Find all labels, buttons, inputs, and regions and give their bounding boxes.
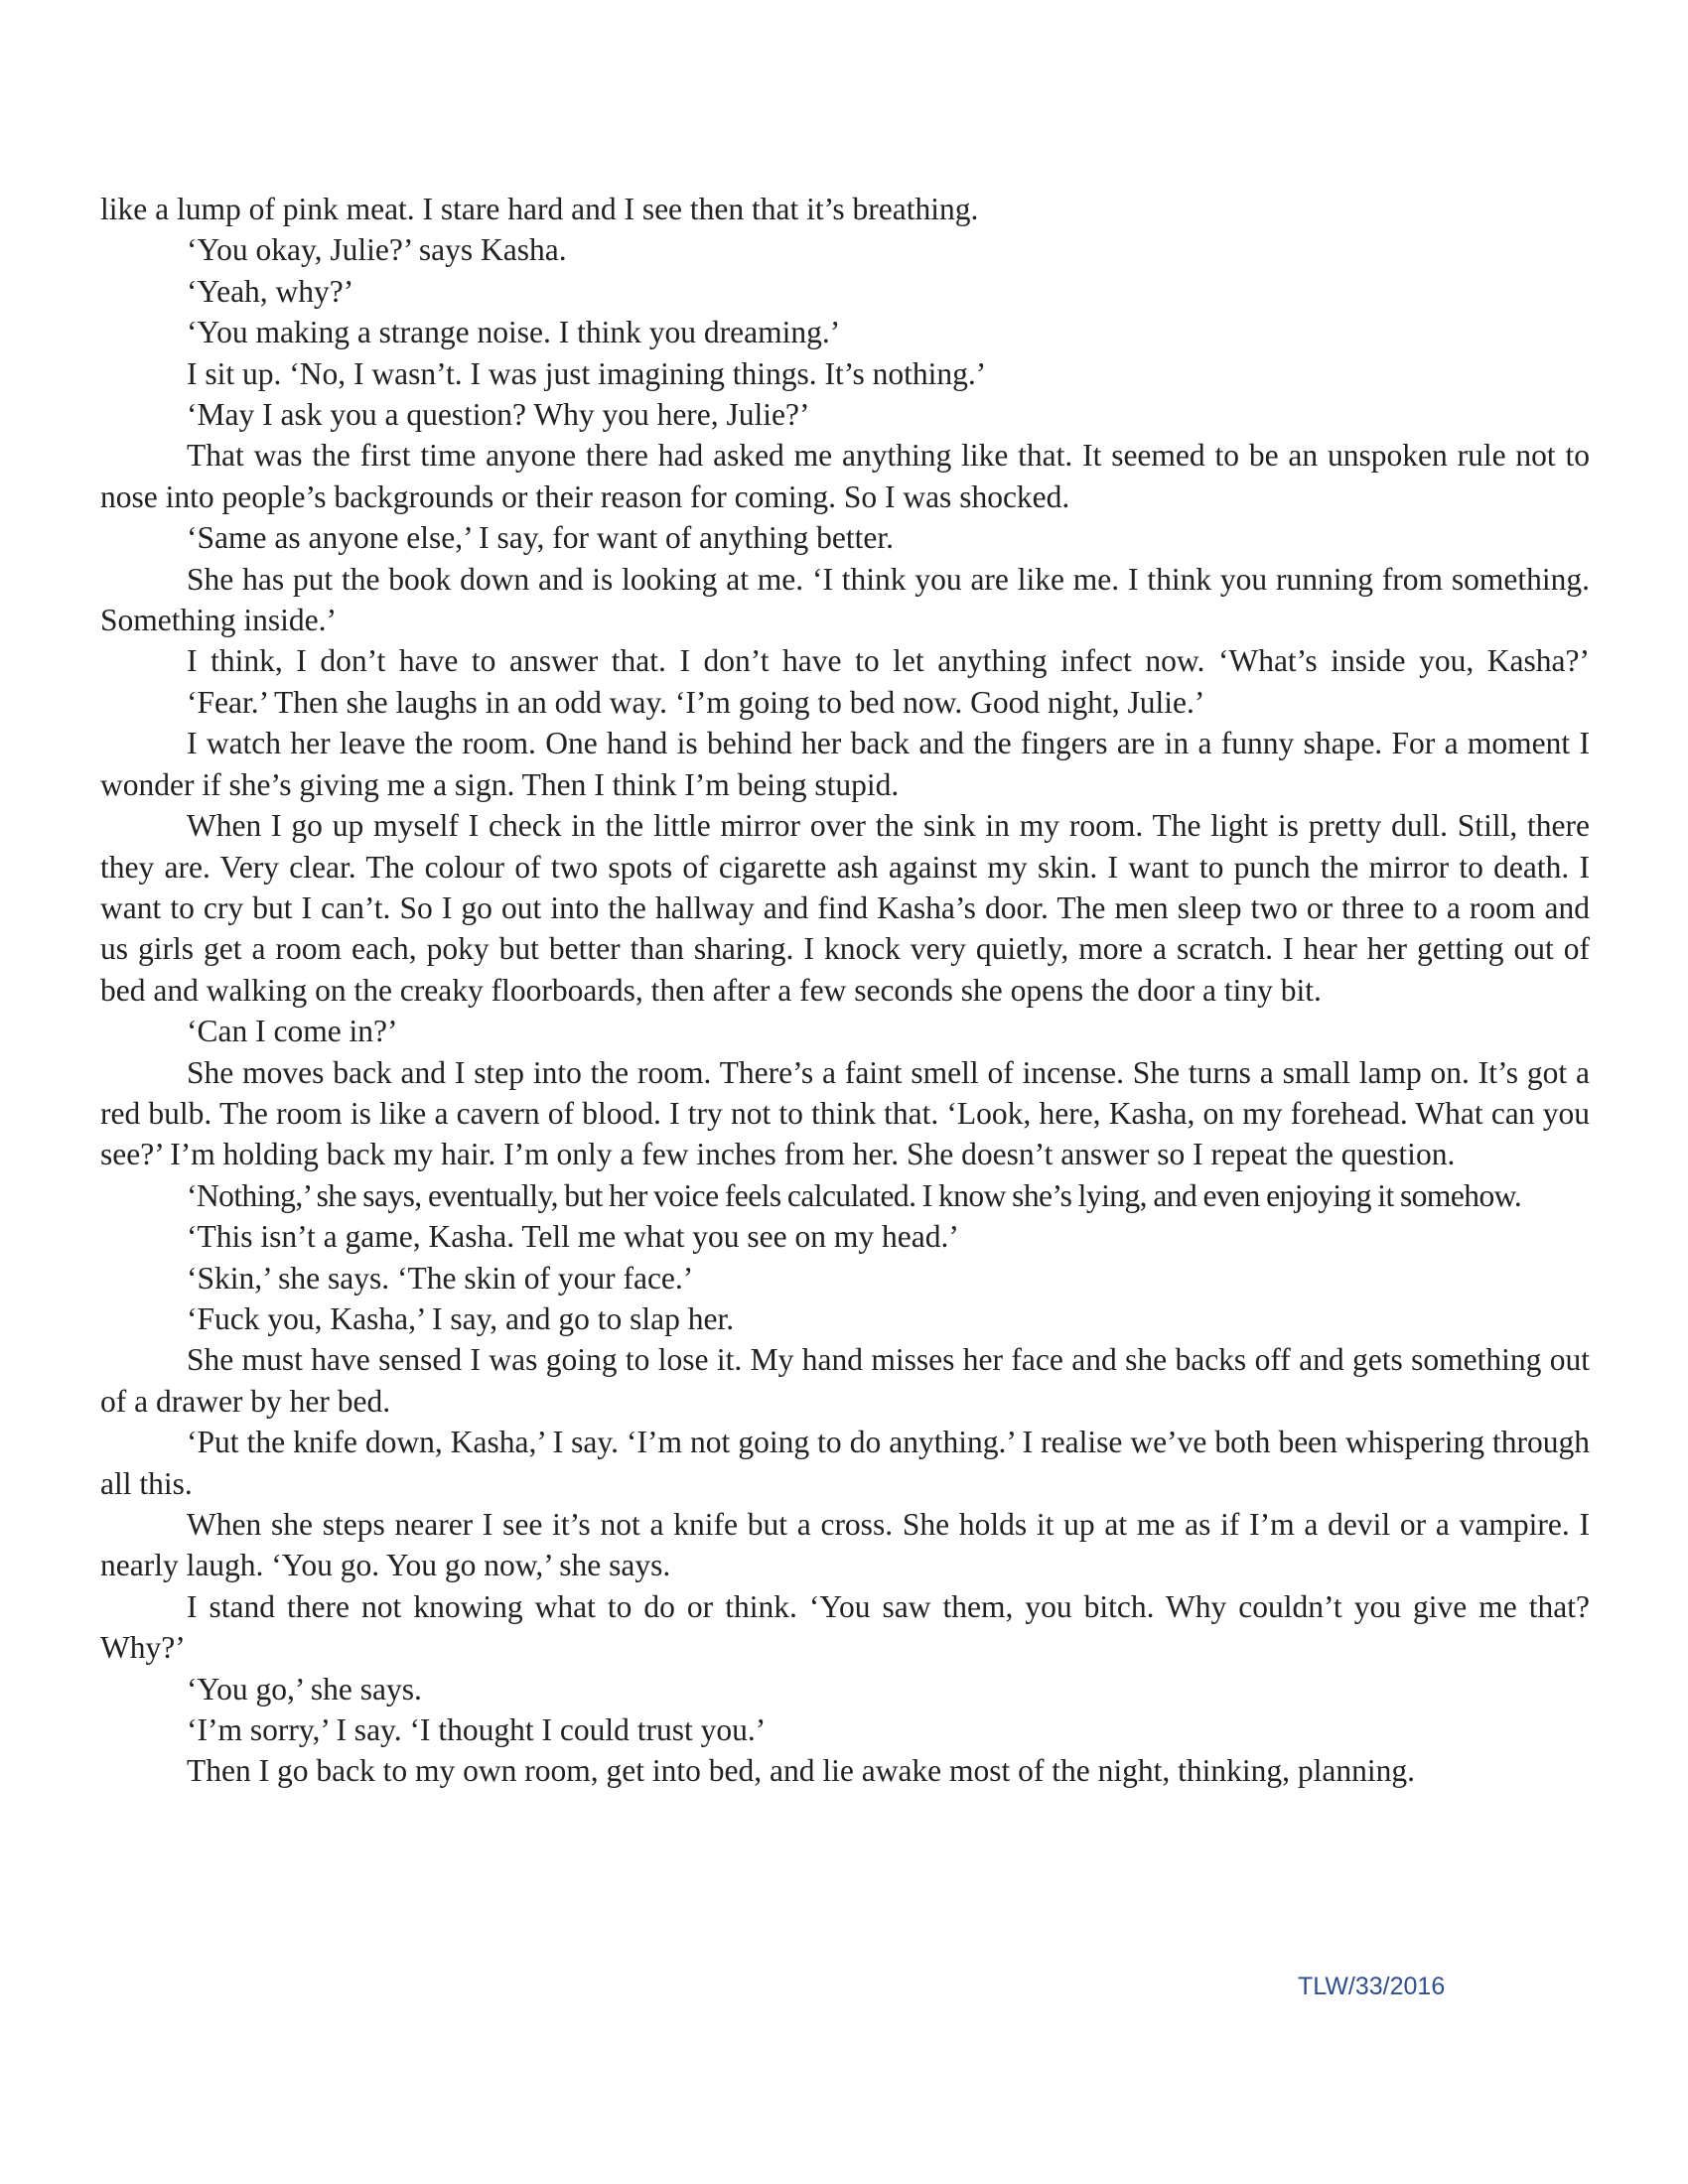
paragraph-23: I stand there not knowing what to do or think. ‘You saw them, you bitch. Why couldn’t you give me that? Why?’ <box>100 1588 1590 1666</box>
paragraph-2: ‘You okay, Julie?’ says Kasha. <box>187 232 567 268</box>
paragraph-18: ‘Skin,’ she says. ‘The skin of your face.’ <box>187 1260 694 1296</box>
paragraph-3: ‘Yeah, why?’ <box>187 273 354 309</box>
paragraph-20: She must have sensed I was going to lose it. My hand misses her face and she backs off and gets something out of a drawer by her bed. <box>100 1342 1590 1419</box>
story-text <box>100 189 1590 1792</box>
paragraph-13: When I go up myself I check in the little mirror over the sink in my room. The light is pretty dull. Still, there they are. Very clear. The colour of two spots of cigarette ash against my skin. I want to punch the mirror to death. I want to cry but I can’t. So I go out into the hallway and find Kasha’s door. The men sleep two or three to a room and us girls get a room each, poky but better than sharing. I knock very quietly, more a scratch. I hear her getting out of bed and walking on the creaky floorboards, then after a few seconds she opens the door a tiny bit. <box>100 808 1590 1008</box>
paragraph-17: ‘This isn’t a game, Kasha. Tell me what you see on my head.’ <box>187 1219 959 1255</box>
paragraph-22: When she steps nearer I see it’s not a knife but a cross. She holds it up at me as if I’m a devil or a vampire. I nearly laugh. ‘You go. You go now,’ she says. <box>100 1507 1590 1583</box>
paragraph-21: ‘Put the knife down, Kasha,’ I say. ‘I’m not going to do anything.’ I realise we’ve both been whispering through all this. <box>100 1425 1590 1501</box>
paragraph-11: ‘Fear.’ Then she laughs in an odd way. ‘I’m going to bed now. Good night, Julie.’ <box>187 684 1205 720</box>
paragraph-8: ‘Same as anyone else,’ I say, for want of anything better. <box>187 520 895 556</box>
paragraph-25: ‘I’m sorry,’ I say. ‘I thought I could trust you.’ <box>187 1712 767 1748</box>
paragraph-9: She has put the book down and is looking at me. ‘I think you are like me. I think you running from something. Something inside.’ <box>100 561 1590 638</box>
paragraph-14: ‘Can I come in?’ <box>187 1014 398 1049</box>
paragraph-19: ‘Fuck you, Kasha,’ I say, and go to slap her. <box>187 1300 735 1336</box>
paragraph-6: ‘May I ask you a question? Why you here, Julie?’ <box>187 397 810 433</box>
paragraph-12: I watch her leave the room. One hand is behind her back and the fingers are in a funny shape. For a moment I wonder if she’s giving me a sign. Then I think I’m being stupid. <box>100 726 1590 802</box>
paragraph-26: Then I go back to my own room, get into bed, and lie awake most of the night, thinking, planning. <box>187 1753 1416 1789</box>
paragraph-5: I sit up. ‘No, I wasn’t. I was just imagining things. It’s nothing.’ <box>187 355 987 391</box>
paragraph-7: That was the first time anyone there had asked me anything like that. It seemed to be an unspoken rule not to nose into people’s backgrounds or their reason for coming. So I was shocked. <box>100 438 1590 514</box>
paragraph-10: I think, I don’t have to answer that. I don’t have to let anything infect now. ‘What’s inside you, Kasha?’ <box>187 643 1590 679</box>
paragraph-4: ‘You making a strange noise. I think you dreaming.’ <box>187 315 841 350</box>
paragraph-16: ‘Nothing,’ she says, eventually, but her voice feels calculated. I know she’s lying, and even enjoying it somehow. <box>187 1177 1522 1213</box>
paragraph-1: like a lump of pink meat. I stare hard and I see then that it’s breathing. <box>100 192 979 226</box>
paragraph-24: ‘You go,’ she says. <box>187 1671 422 1706</box>
footer-reference-code: TLW/33/2016 <box>1298 1973 1446 2000</box>
paragraph-15: She moves back and I step into the room. There’s a faint smell of incense. She turns a small lamp on. It’s got a red bulb. The room is like a cavern of blood. I try not to think that. ‘Look, here, Kasha, on my forehead. What can you see?’ I’m holding back my hair. I’m only a few inches from her. She doesn’t answer so I repeat the question. <box>100 1054 1590 1172</box>
